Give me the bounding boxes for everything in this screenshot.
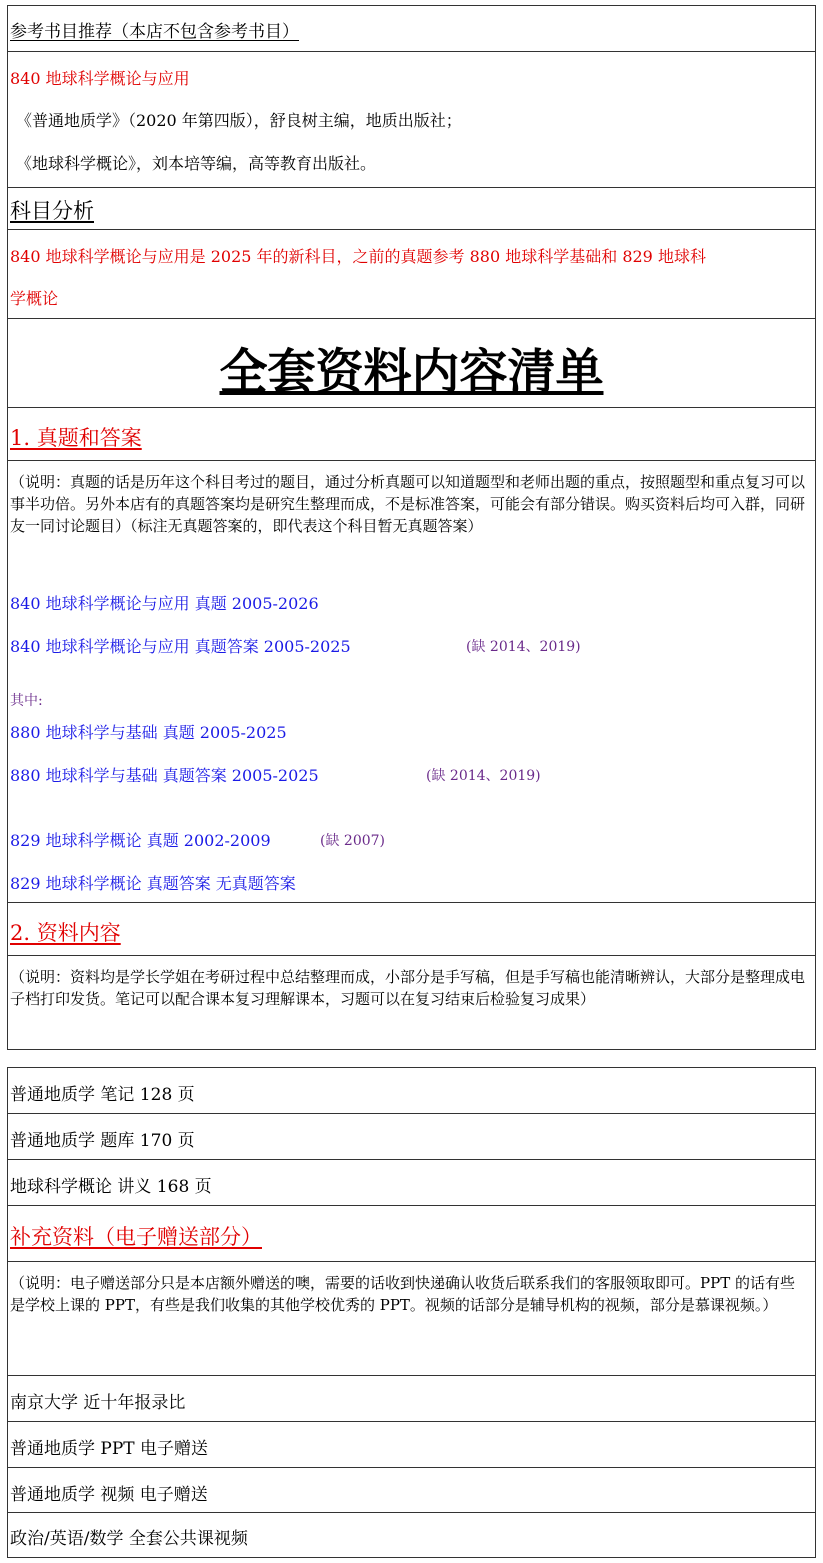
section1-content-row [8,461,815,903]
exam-item-840-papers: 840 地球科学概论与应用 真题 2005-2026 [10,594,319,613]
section1-title: 1. 真题和答案 [10,426,142,450]
refs-book-2: 《地球科学概论》，刘本培等编，高等教育出版社。 [16,154,377,173]
analysis-line-2: 学概论 [10,289,59,308]
section2-note: （说明：资料均是学长学姐在考研过程中总结整理而成，小部分是手写稿，但是手写稿也能清晰辨认，大部分是整理成电子档打印发货。笔记可以配合课本复习理解课本，习题可以在复习结束后检验复习成果） [10,968,806,1008]
material-row [8,1068,815,1114]
supplement-note: （说明：电子赠送部分只是本店额外赠送的噢，需要的话收到快递确认收货后联系我们的客服领取即可。PPT 的话有些是学校上课的 PPT，有些是我们收集的其他学校优秀的 PPT。视频的话部分是辅导机构的视频，部分是慕课视频。） [10,1274,795,1314]
exam-item-829-answers: 829 地球科学概论 真题答案 无真题答案 [10,874,296,893]
analysis-header-row [8,188,815,230]
document-box-top [7,5,816,1050]
exam-item-880-answers-missing: (缺 2014、2019) [426,768,541,784]
exam-item-880-answers: 880 地球科学与基础 真题答案 2005-2025 [10,766,319,785]
supplement-row [8,1422,815,1468]
supplement-title: 补充资料（电子赠送部分） [10,1225,262,1249]
supplement-row [8,1468,815,1513]
supplement-item: 南京大学 近十年报录比 [10,1393,186,1413]
analysis-content-row [8,230,815,319]
material-row [8,1160,815,1206]
supplement-row [8,1376,815,1422]
supplement-row [8,1513,815,1557]
exam-item-840-answers-missing: (缺 2014、2019) [466,639,581,655]
document-box-bottom [7,1067,816,1558]
material-item: 普通地质学 题库 170 页 [10,1131,195,1151]
section2-content-row [8,956,815,1051]
refs-header: 参考书目推荐（本店不包含参考书目） [10,22,299,42]
material-item: 普通地质学 笔记 128 页 [10,1085,195,1105]
refs-header-row [8,6,815,52]
material-row [8,1114,815,1160]
main-title-row [8,319,815,408]
supplement-title-row [8,1206,815,1262]
analysis-header: 科目分析 [10,199,94,223]
supplement-item: 政治/英语/数学 全套公共课视频 [10,1529,248,1549]
section1-note: （说明：真题的话是历年这个科目考过的题目，通过分析真题可以知道题型和老师出题的重点，按照题型和重点复习可以事半功倍。另外本店有的真题答案均是研究生整理而成，不是标准答案，可能会有部分错误。购买资料后均可入群，同研友一同讨论题目）（标注无真题答案的，即代表这个科目暂无真题答案） [10,473,806,535]
exam-item-840-answers: 840 地球科学概论与应用 真题答案 2005-2025 [10,637,351,656]
material-item: 地球科学概论 讲义 168 页 [10,1177,212,1197]
supplement-item: 普通地质学 PPT 电子赠送 [10,1439,209,1459]
exam-item-829-papers: 829 地球科学概论 真题 2002-2009 [10,831,271,850]
analysis-line-1: 840 地球科学概论与应用是 2025 年的新科目，之前的真题参考 880 地球科学基础和 829 地球科 [10,247,706,266]
supplement-note-row [8,1262,815,1376]
exam-item-880-papers: 880 地球科学与基础 真题 2005-2025 [10,723,287,742]
exam-item-829-papers-missing: (缺 2007) [320,833,386,849]
section2-title: 2. 资料内容 [10,921,121,945]
refs-content-row [8,52,815,188]
supplement-item: 普通地质学 视频 电子赠送 [10,1485,208,1505]
among-label: 其中: [10,693,43,709]
main-title: 全套资料内容清单 [219,344,604,400]
refs-book-1: 《普通地质学》（2020 年第四版），舒良树主编，地质出版社； [16,111,462,130]
section1-title-row [8,408,815,461]
section2-title-row [8,903,815,956]
refs-subject: 840 地球科学概论与应用 [10,69,190,88]
